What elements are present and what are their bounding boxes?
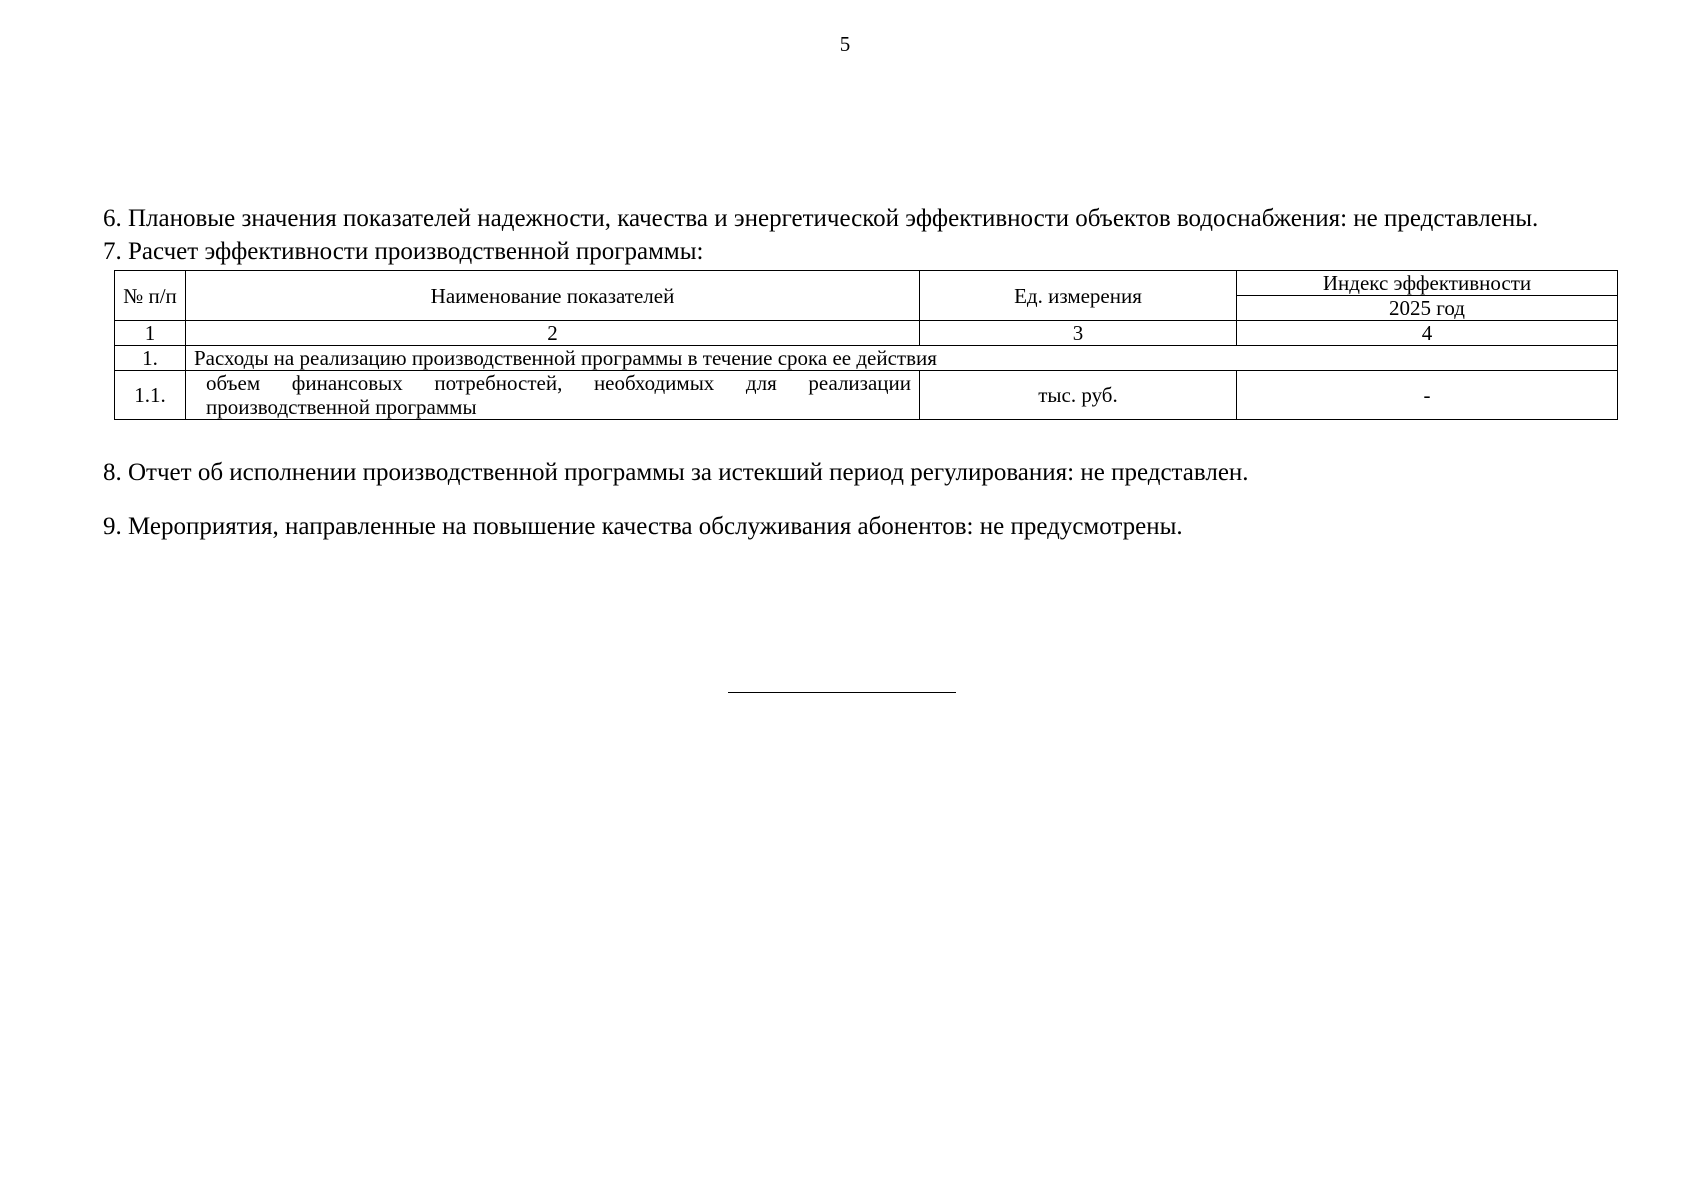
header-name: Наименование показателей — [186, 271, 920, 321]
group-row — [115, 346, 1618, 371]
row-value: - — [1237, 371, 1618, 420]
group-row-num: 1. — [115, 346, 186, 371]
efficiency-table — [114, 270, 1618, 420]
section-6-paragraph: 6. Плановые значения показателей надежности, качества и энергетической эффективности объектов водоснабжения: не представлены. — [103, 205, 1539, 232]
column-number: 2 — [186, 321, 920, 346]
row-unit: тыс. руб. — [920, 371, 1237, 420]
section-7-heading: 7. Расчет эффективности производственной программы: — [103, 238, 704, 265]
column-number: 3 — [920, 321, 1237, 346]
column-number-row — [115, 321, 1618, 346]
table-row — [115, 371, 1618, 420]
row-num: 1.1. — [115, 371, 186, 420]
section-9-paragraph: 9. Мероприятия, направленные на повышение качества обслуживания абонентов: не предусмотрены. — [103, 513, 1183, 540]
column-number: 4 — [1237, 321, 1618, 346]
column-number: 1 — [115, 321, 186, 346]
group-row-text: Расходы на реализацию производственной программы в течение срока ее действия — [186, 346, 1618, 371]
header-unit: Ед. измерения — [920, 271, 1237, 321]
section-8-paragraph: 8. Отчет об исполнении производственной программы за истекший период регулирования: не представлен. — [103, 459, 1249, 486]
row-name: объем финансовых потребностей, необходимых для реализации производственной программы — [186, 371, 920, 420]
table-header-row — [115, 271, 1618, 296]
header-year: 2025 год — [1237, 296, 1618, 321]
closing-divider — [728, 692, 956, 693]
page-number: 5 — [839, 32, 851, 56]
header-num: № п/п — [115, 271, 186, 321]
document-body — [103, 202, 1618, 543]
header-index: Индекс эффективности — [1237, 271, 1618, 296]
